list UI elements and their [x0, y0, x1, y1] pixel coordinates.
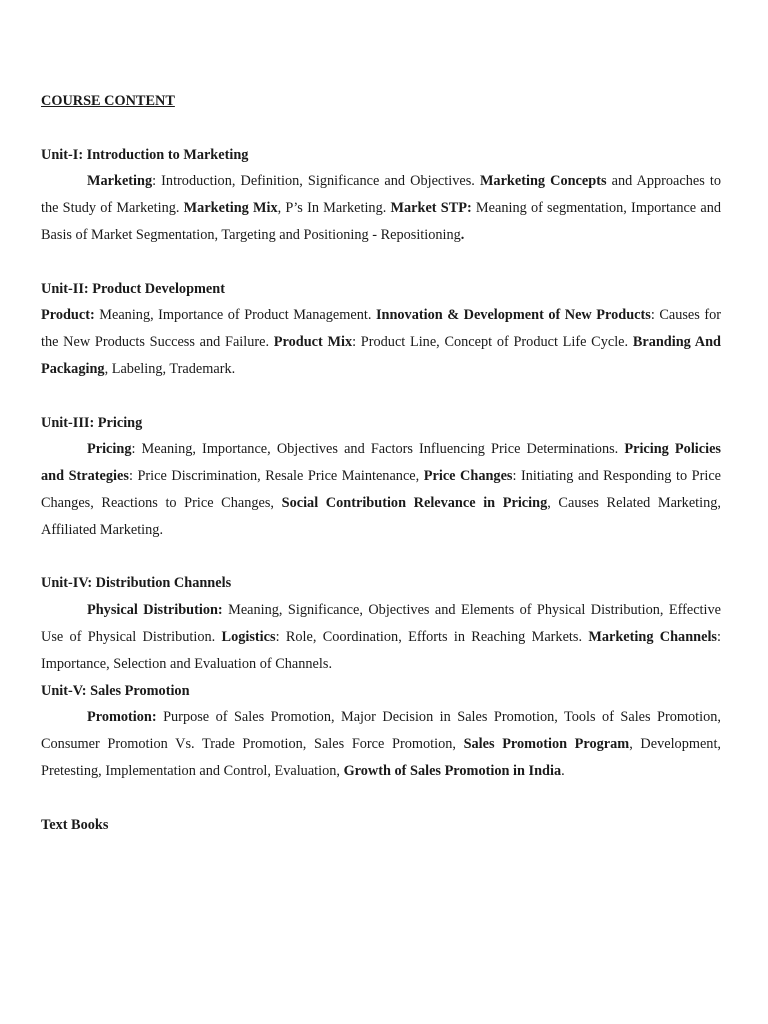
body-text: , Labeling, Trademark.: [104, 360, 236, 377]
unit-3-heading: Unit-III: Pricing: [41, 414, 143, 431]
bold-term: Market STP:: [390, 200, 472, 217]
body-text: : Introduction, Definition, Significance and Objectives.: [152, 173, 480, 190]
bold-term: Physical Distribution:: [87, 602, 223, 619]
unit-3-paragraph: [41, 436, 721, 543]
bold-term: Price Changes: [423, 468, 513, 485]
bold-term: Marketing Channels: [588, 628, 717, 645]
body-text: : Meaning, Importance, Objectives and Factors Influencing Price Determinations.: [131, 441, 625, 458]
body-text: Meaning, Significance, Objectives and Elements of Physical Distribution, Effective Use of Physical Distribution.: [41, 602, 721, 645]
bold-term: .: [460, 226, 465, 243]
bold-term: Growth of Sales Promotion in India: [343, 762, 562, 779]
body-text: Meaning, Importance of Product Management.: [94, 307, 376, 324]
text-books-heading: Text Books: [41, 816, 109, 833]
body-text: : Importance, Selection and Evaluation of Channels.: [41, 628, 721, 672]
unit-5-paragraph: [41, 704, 721, 784]
bold-term: Product:: [41, 307, 95, 324]
spacer: [41, 115, 721, 142]
course-content-title: COURSE CONTENT: [41, 93, 175, 109]
unit-1-paragraph: [41, 168, 721, 248]
body-text: : Role, Coordination, Efforts in Reaching Markets.: [275, 628, 589, 645]
spacer: [41, 383, 721, 410]
body-text: : Causes for the New Products Success and Failure.: [41, 307, 722, 351]
document-page: [41, 88, 721, 838]
unit-4-paragraph: [41, 597, 721, 677]
unit-5-heading: Unit-V: Sales Promotion: [41, 682, 190, 699]
bold-term: Branding And Packaging: [41, 334, 721, 377]
bold-term: Pricing: [87, 441, 132, 458]
body-text: : Initiating and Responding to Price Changes, Reactions to Price Changes,: [41, 468, 722, 511]
body-text: Meaning of segmentation, Importance and Basis of Market Segmentation, Targeting and Positioning - Repositioning: [41, 200, 721, 243]
bold-term: Marketing Concepts: [479, 173, 607, 190]
bold-term: Social Contribution Relevance in Pricing: [281, 494, 548, 511]
bold-term: Sales Promotion Program: [463, 736, 630, 753]
body-text: : Price Discrimination, Resale Price Maintenance,: [128, 468, 424, 485]
bold-term: Innovation & Development of New Products: [375, 307, 651, 324]
spacer: [41, 785, 721, 812]
unit-4-heading: Unit-IV: Distribution Channels: [41, 575, 232, 592]
body-text: , P’s In Marketing.: [277, 200, 391, 217]
body-text: and Approaches to the Study of Marketing.: [41, 173, 721, 217]
unit-2-heading: Unit-II: Product Development: [41, 280, 225, 297]
bold-term: Logistics: [221, 628, 276, 645]
body-text: , Development, Pretesting, Implementation and Control, Evaluation,: [41, 736, 722, 779]
body-text: , Causes Related Marketing, Affiliated Marketing.: [41, 494, 721, 538]
spacer: [41, 249, 721, 276]
unit-2-paragraph: [41, 302, 721, 382]
bold-term: Marketing: [87, 173, 153, 190]
bold-term: Product Mix: [273, 334, 353, 351]
body-text: : Product Line, Concept of Product Life Cycle.: [352, 334, 633, 351]
bold-term: Marketing Mix: [183, 200, 278, 217]
unit-1-heading: Unit-I: Introduction to Marketing: [41, 146, 249, 163]
bold-term: Promotion:: [87, 709, 157, 726]
body-text: .: [561, 762, 565, 779]
spacer: [41, 544, 721, 571]
body-text: Purpose of Sales Promotion, Major Decision in Sales Promotion, Tools of Sales Promotion, Consumer Promotion Vs. Trade Promotion, Sales Force Promotion,: [41, 709, 721, 753]
bold-term: Pricing Policies and Strategies: [41, 441, 721, 485]
